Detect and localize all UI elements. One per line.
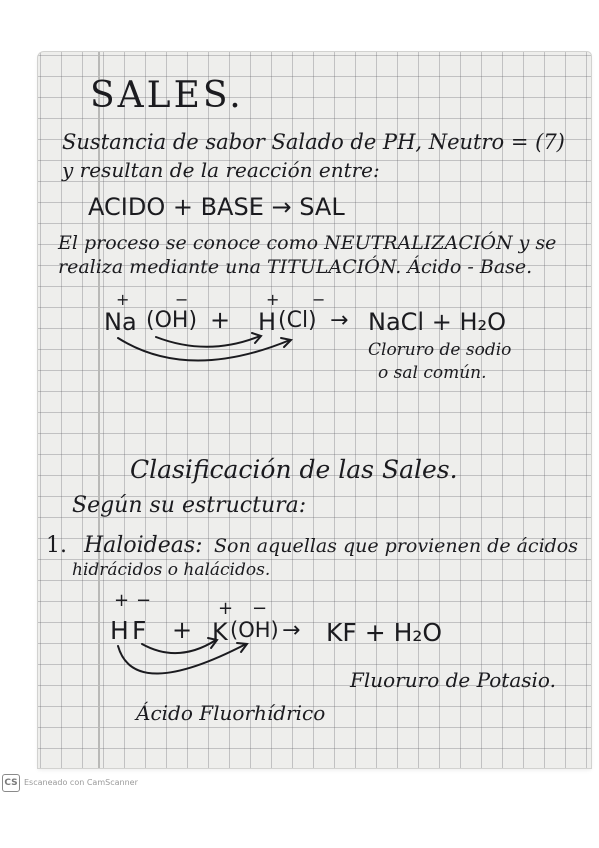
eq1-sodium: Na (104, 308, 137, 336)
eq1-arrow: → (330, 308, 349, 333)
definition-line-2: y resultan de la reacción entre: (62, 158, 380, 182)
process-line-2: realiza mediante una TITULACIÓN. Ácido - Base. (58, 256, 533, 278)
charge-h-plus: + (266, 290, 280, 309)
eq1-hydrogen: H (258, 308, 277, 336)
eq2-caption: Fluoruro de Potasio. (350, 668, 556, 692)
eq2-arrow-f-to-k (142, 640, 216, 653)
charge-hf-minus: − (136, 590, 152, 611)
process-line-1: El proceso se conoce como NEUTRALIZACIÓN y se (58, 232, 557, 254)
classification-title: Clasificación de las Sales. (130, 455, 458, 484)
eq1-hydroxide: (OH) (146, 308, 198, 333)
eq1-caption-1: Cloruro de sodio (368, 340, 512, 360)
eq1-arrow-oh-to-h (156, 336, 260, 347)
item-1-desc-2: hidrácidos o halácidos. (72, 560, 271, 580)
eq1-arrow-na-to-cl (118, 338, 290, 361)
eq1-caption-2: o sal común. (378, 363, 487, 383)
eq1-products: NaCl + H₂O (368, 308, 507, 336)
charge-na-plus: + (116, 290, 130, 309)
acid-name: Ácido Fluorhídrico (136, 701, 326, 725)
eq2-hydrogen: H (110, 616, 129, 645)
item-1-term: Haloideas: (84, 533, 203, 558)
page-title: SALES. (90, 75, 244, 116)
camscanner-watermark-text: Escaneado con CamScanner (24, 778, 138, 787)
notebook-page (38, 52, 591, 768)
item-1-number: 1. (46, 533, 67, 558)
eq2-plus: + (172, 616, 193, 644)
definition-line-1: Sustancia de sabor Salado de PH, Neutro = (7) (62, 130, 565, 154)
eq2-fluoride: F (132, 616, 147, 645)
eq2-potassium: K (212, 618, 228, 646)
charge-k-plus: + (218, 598, 234, 619)
eq1-plus: + (210, 306, 231, 334)
ink-strokes (38, 52, 591, 768)
scanner-footer (0, 772, 599, 796)
eq2-arrow-h-to-oh (118, 644, 246, 674)
reaction-summary: ACIDO + BASE → SAL (88, 193, 345, 221)
charge-oh-minus: − (175, 290, 189, 309)
eq2-products: KF + H₂O (326, 618, 443, 647)
charge-hf-plus: + (114, 590, 130, 611)
eq2-hydroxide: (OH) (230, 618, 279, 642)
structure-heading: Según su estructura: (72, 493, 307, 518)
eq1-chloride: (Cl) (278, 308, 317, 333)
eq2-arrow: → (282, 618, 301, 643)
charge-cl-minus: − (312, 290, 326, 309)
item-1-desc-1: Son aquellas que provienen de ácidos (214, 535, 578, 557)
camscanner-logo: CS (2, 774, 20, 792)
charge-koh-minus: − (252, 598, 268, 619)
